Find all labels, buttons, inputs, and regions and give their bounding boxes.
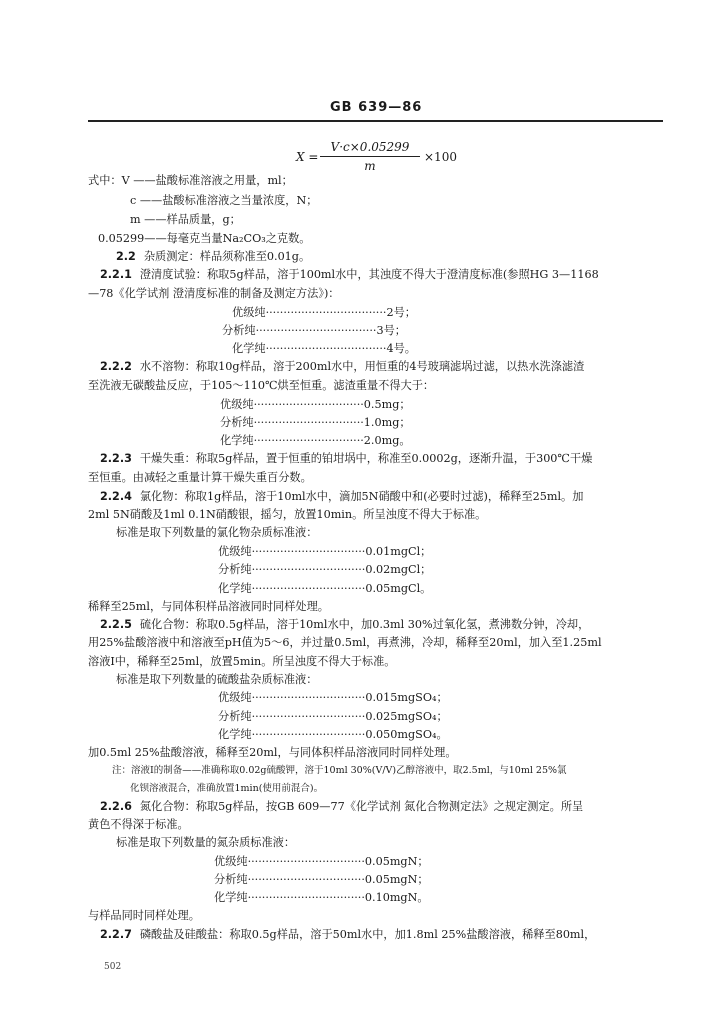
line-text: 化学纯································0.050mgSO₄。 <box>218 728 448 741</box>
text-line <box>88 600 329 614</box>
line-text: 化学纯·······························2.0mg。 <box>220 434 411 447</box>
line-text: 化钡溶液混合，准确放置1min(使用前混合)。 <box>130 783 324 794</box>
section-line <box>100 452 592 466</box>
text-line <box>88 636 602 650</box>
section-line <box>100 928 595 942</box>
text-line <box>232 306 416 320</box>
line-text: 至恒重。由减轻之重量计算干燥失重百分数。 <box>88 471 312 484</box>
line-text: 干燥失重：称取5g样品，置于恒重的铂坩埚中，称准至0.0002g，逐渐升温，于300℃干燥 <box>139 452 593 465</box>
line-text: 式中：V ——盐酸标准溶液之用量，ml； <box>88 174 293 187</box>
line-text: 标准是取下列数量的硫酸盐杂质标准液： <box>116 673 318 686</box>
text-line <box>116 673 317 687</box>
line-text: m ——样品质量，g； <box>130 213 241 226</box>
line-text: 黄色不得深于标准。 <box>88 818 189 831</box>
section-line <box>100 360 584 374</box>
line-text: 优级纯································0.01mgCl； <box>218 545 432 558</box>
section-number: 2.2.7 <box>100 928 132 941</box>
text-line <box>218 710 448 724</box>
text-line <box>218 563 431 577</box>
section-number: 2.2.4 <box>100 490 132 503</box>
note-line <box>130 782 323 796</box>
text-line <box>88 287 340 301</box>
section-line <box>100 800 583 814</box>
text-line <box>88 508 486 522</box>
section-number: 2.2.2 <box>100 360 132 373</box>
text-line <box>116 836 295 850</box>
line-text: 分析纯·································0.05mgN； <box>214 873 429 886</box>
line-text: 标准是取下列数量的氯化物杂质标准液： <box>116 526 318 539</box>
text-line <box>218 728 448 742</box>
text-line <box>214 855 429 869</box>
section-line <box>100 268 599 282</box>
text-line <box>214 891 429 905</box>
text-line <box>218 545 431 559</box>
line-text: 至洗液无碳酸盐反应，于105～110℃烘至恒重。滤渣重量不得大于： <box>88 379 435 392</box>
line-text: 分析纯································0.02mgCl； <box>218 563 432 576</box>
section-number: 2.2.6 <box>100 800 132 813</box>
line-text: 用25%盐酸溶液中和溶液至pH值为5～6，并过量0.5ml，再煮沸，冷却，稀释至20ml，加入至1.25ml <box>88 636 602 649</box>
section-number: 2.2.1 <box>100 268 132 281</box>
formula-fraction <box>320 140 420 173</box>
line-text: 分析纯··································3号； <box>222 324 406 337</box>
line-text: 氮化合物：称取5g样品，按GB 609—77《化学试剂 氮化合物测定法》之规定测定。所呈 <box>139 800 584 813</box>
section-line <box>100 490 583 504</box>
text-line <box>130 213 241 227</box>
page-number: 502 <box>104 962 122 972</box>
section-number: 2.2.3 <box>100 452 132 465</box>
text-line <box>88 909 200 923</box>
line-text: 澄清度试验：称取5g样品，溶于100ml水中，其浊度不得大于澄清度标准(参照HG 3—1168 <box>139 268 599 281</box>
text-line <box>218 582 431 596</box>
line-text: 化学纯································0.05mgCl。 <box>218 582 432 595</box>
section-line <box>100 618 589 632</box>
line-text: 注：溶液Ⅰ的制备——准确称取0.02g硫酸钾，溶于10ml 30%(V/V)乙醇溶液中，取2.5ml，与10ml 25%氯 <box>112 765 567 776</box>
text-line <box>88 818 189 832</box>
formula-numerator: V·c×0.05299 <box>320 140 420 157</box>
line-text: 标准是取下列数量的氮杂质标准液： <box>116 836 296 849</box>
formula-denominator: m <box>364 159 376 173</box>
line-text: 水不溶物：称取10g样品，溶于200ml水中，用恒重的4号玻璃滤埚过滤，以热水洗涤滤渣 <box>139 360 585 373</box>
line-text: 优级纯··································2号； <box>232 306 416 319</box>
note-line <box>112 764 567 778</box>
text-line <box>88 655 395 669</box>
line-text: 优级纯·······························0.5mg； <box>220 398 411 411</box>
text-line <box>116 526 317 540</box>
text-line <box>88 471 312 485</box>
line-text: 0.05299——每毫克当量Na₂CO₃之克数。 <box>98 232 311 245</box>
line-text: 分析纯································0.025mgSO₄； <box>218 710 448 723</box>
line-text: 化学纯··································4号。 <box>232 342 416 355</box>
text-line <box>214 873 429 887</box>
line-text: 稀释至25ml，与同体积样品溶液同时同样处理。 <box>88 600 329 613</box>
text-line <box>220 416 411 430</box>
standard-header: GB 639—86 <box>330 100 423 115</box>
text-line <box>88 379 434 393</box>
text-line <box>98 232 311 246</box>
line-text: 磷酸盐及硅酸盐：称取0.5g样品，溶于50ml水中，加1.8ml 25%盐酸溶液，稀释至80ml， <box>139 928 596 941</box>
header-rule <box>88 120 663 122</box>
section-number: 2.2 <box>116 250 136 263</box>
line-text: c ——盐酸标准溶液之当量浓度，N； <box>130 194 318 207</box>
text-line <box>218 691 448 705</box>
text-line <box>222 324 406 338</box>
line-text: 与样品同时同样处理。 <box>88 909 200 922</box>
text-line <box>220 434 411 448</box>
line-text: 2ml 5N硝酸及1ml 0.1N硝酸银，摇匀，放置10min。所呈浊度不得大于标准。 <box>88 508 487 521</box>
line-text: 硫化合物：称取0.5g样品，溶于10ml水中，加0.3ml 30%过氧化氢，煮沸数分钟，冷却， <box>139 618 590 631</box>
line-text: 氯化物：称取1g样品，溶于10ml水中，滴加5N硝酸中和(必要时过滤)，稀释至25ml。加 <box>139 490 584 503</box>
line-text: —78《化学试剂 澄清度标准的制备及测定方法》)： <box>88 287 340 300</box>
line-text: 溶液Ⅰ中，稀释至25ml，放置5min。所呈浊度不得大于标准。 <box>88 655 396 668</box>
line-text: 杂质测定：样品须称准至0.01g。 <box>143 250 311 263</box>
text-line <box>88 746 457 760</box>
text-line <box>232 342 416 356</box>
text-line <box>130 194 317 208</box>
line-text: 加0.5ml 25%盐酸溶液，稀释至20ml，与同体积样品溶液同时同样处理。 <box>88 746 457 759</box>
line-text: 优级纯·································0.05mgN； <box>214 855 429 868</box>
formula-lhs: X = <box>296 150 319 164</box>
text-line <box>220 398 411 412</box>
section-line <box>116 250 310 264</box>
line-text: 分析纯·······························1.0mg； <box>220 416 411 429</box>
text-line <box>88 174 293 188</box>
line-text: 优级纯································0.015mgSO₄； <box>218 691 448 704</box>
formula-multiplier: ×100 <box>424 150 457 164</box>
line-text: 化学纯·································0.10mgN。 <box>214 891 429 904</box>
section-number: 2.2.5 <box>100 618 132 631</box>
